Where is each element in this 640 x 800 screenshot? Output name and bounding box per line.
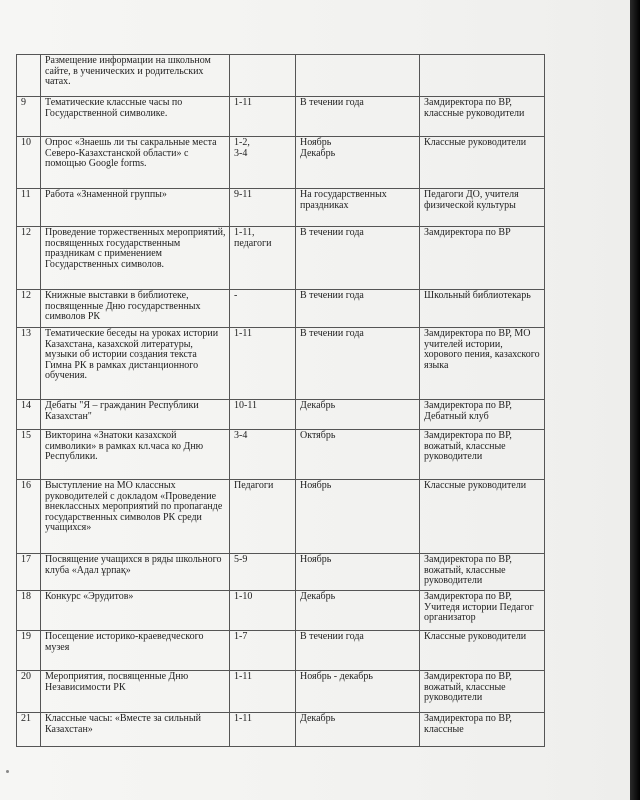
event-cell: Размещение информации на школьном сайте, в ученических и родительских чатах. — [41, 55, 230, 97]
event-cell: Книжные выставки в библиотеке, посвященные Дню государственных символов РК — [41, 290, 230, 328]
date-cell: Ноябрь Декабрь — [296, 137, 420, 189]
row-number-cell: 12 — [17, 227, 41, 290]
table-row — [17, 290, 545, 328]
event-cell: Опрос «Знаешь ли ты сакральные места Северо-Казахстанской области» с помощью Google forms. — [41, 137, 230, 189]
row-number-cell: 19 — [17, 631, 41, 671]
responsible-cell — [420, 55, 545, 97]
classes-cell: 9-11 — [230, 189, 296, 227]
responsible-cell: Замдиректора по ВР, классные — [420, 713, 545, 747]
event-cell: Выступление на МО классных руководителей с докладом «Проведение внеклассных мероприятий по пропаганде государственных символов РК среди учащихся» — [41, 480, 230, 554]
scan-speck — [6, 770, 9, 773]
classes-cell: 1-11, педагоги — [230, 227, 296, 290]
table-row — [17, 328, 545, 400]
row-number-cell: 21 — [17, 713, 41, 747]
classes-cell: 1-7 — [230, 631, 296, 671]
date-cell: В течении года — [296, 328, 420, 400]
table-row — [17, 189, 545, 227]
event-cell: Проведение торжественных мероприятий, посвященных государственным праздникам с применением Государственных символов. — [41, 227, 230, 290]
date-cell: Октябрь — [296, 430, 420, 480]
table-row — [17, 227, 545, 290]
classes-cell: 1-11 — [230, 328, 296, 400]
event-cell: Тематические беседы на уроках истории Казахстана, казахской литературы, музыки об истории создания текста Гимна РК в рамках дистанционного обучения. — [41, 328, 230, 400]
scan-dark-edge — [630, 0, 640, 800]
row-number-cell — [17, 55, 41, 97]
responsible-cell: Замдиректора по ВР, вожатый, классные руководители — [420, 554, 545, 591]
date-cell: В течении года — [296, 97, 420, 137]
date-cell: Декабрь — [296, 591, 420, 631]
responsible-cell: Замдиректора по ВР, Учитедя истории Педагог организатор — [420, 591, 545, 631]
row-number-cell: 9 — [17, 97, 41, 137]
date-cell: В течении года — [296, 290, 420, 328]
row-number-cell: 10 — [17, 137, 41, 189]
row-number-cell: 15 — [17, 430, 41, 480]
responsible-cell: Классные руководители — [420, 480, 545, 554]
classes-cell: 10-11 — [230, 400, 296, 430]
event-cell: Мероприятия, посвященные Дню Независимости РК — [41, 671, 230, 713]
classes-cell: 1-11 — [230, 713, 296, 747]
event-cell: Викторина «Знатоки казахской символики» в рамках кл.часа ко Дню Республики. — [41, 430, 230, 480]
responsible-cell: Классные руководители — [420, 137, 545, 189]
responsible-cell: Школьный библиотекарь — [420, 290, 545, 328]
row-number-cell: 12 — [17, 290, 41, 328]
responsible-cell: Замдиректора по ВР — [420, 227, 545, 290]
row-number-cell: 17 — [17, 554, 41, 591]
responsible-cell: Замдиректора по ВР, вожатый, классные руководители — [420, 671, 545, 713]
responsible-cell: Замдиректора по ВР, классные руководители — [420, 97, 545, 137]
row-number-cell: 13 — [17, 328, 41, 400]
row-number-cell: 16 — [17, 480, 41, 554]
classes-cell: 1-2, 3-4 — [230, 137, 296, 189]
responsible-cell: Классные руководители — [420, 631, 545, 671]
table-row — [17, 55, 545, 97]
events-plan-table — [16, 54, 545, 747]
classes-cell: 1-10 — [230, 591, 296, 631]
date-cell: В течении года — [296, 631, 420, 671]
event-cell: Классные часы: «Вместе за сильный Казахстан» — [41, 713, 230, 747]
event-cell: Работа «Знаменной группы» — [41, 189, 230, 227]
table-row — [17, 713, 545, 747]
classes-cell: 1-11 — [230, 97, 296, 137]
classes-cell: 3-4 — [230, 430, 296, 480]
table-row — [17, 97, 545, 137]
event-cell: Дебаты "Я – гражданин Республики Казахстан" — [41, 400, 230, 430]
event-cell: Конкурс «Эрудитов» — [41, 591, 230, 631]
responsible-cell: Замдиректора по ВР, вожатый, классные руководители — [420, 430, 545, 480]
classes-cell: 5-9 — [230, 554, 296, 591]
date-cell: Декабрь — [296, 713, 420, 747]
date-cell: На государственных праздниках — [296, 189, 420, 227]
responsible-cell: Педагоги ДО, учителя физической культуры — [420, 189, 545, 227]
date-cell: Ноябрь — [296, 554, 420, 591]
classes-cell: Педагоги — [230, 480, 296, 554]
table-row — [17, 430, 545, 480]
date-cell: В течении года — [296, 227, 420, 290]
row-number-cell: 14 — [17, 400, 41, 430]
table-row — [17, 671, 545, 713]
date-cell: Ноябрь - декабрь — [296, 671, 420, 713]
classes-cell — [230, 55, 296, 97]
date-cell — [296, 55, 420, 97]
classes-cell: 1-11 — [230, 671, 296, 713]
table-row — [17, 591, 545, 631]
date-cell: Декабрь — [296, 400, 420, 430]
event-cell: Посещение историко-краеведческого музея — [41, 631, 230, 671]
table-row — [17, 631, 545, 671]
responsible-cell: Замдиректора по ВР, Дебатный клуб — [420, 400, 545, 430]
event-cell: Тематические классные часы по Государственной символике. — [41, 97, 230, 137]
event-cell: Посвящение учащихся в ряды школьного клуба «Адал ұрпақ» — [41, 554, 230, 591]
responsible-cell: Замдиректора по ВР, МО учителей истории, хорового пения, казахского языка — [420, 328, 545, 400]
date-cell: Ноябрь — [296, 480, 420, 554]
row-number-cell: 20 — [17, 671, 41, 713]
table-row — [17, 554, 545, 591]
table-row — [17, 400, 545, 430]
row-number-cell: 18 — [17, 591, 41, 631]
table-row — [17, 480, 545, 554]
row-number-cell: 11 — [17, 189, 41, 227]
events-plan-body — [17, 55, 545, 747]
table-row — [17, 137, 545, 189]
classes-cell: - — [230, 290, 296, 328]
